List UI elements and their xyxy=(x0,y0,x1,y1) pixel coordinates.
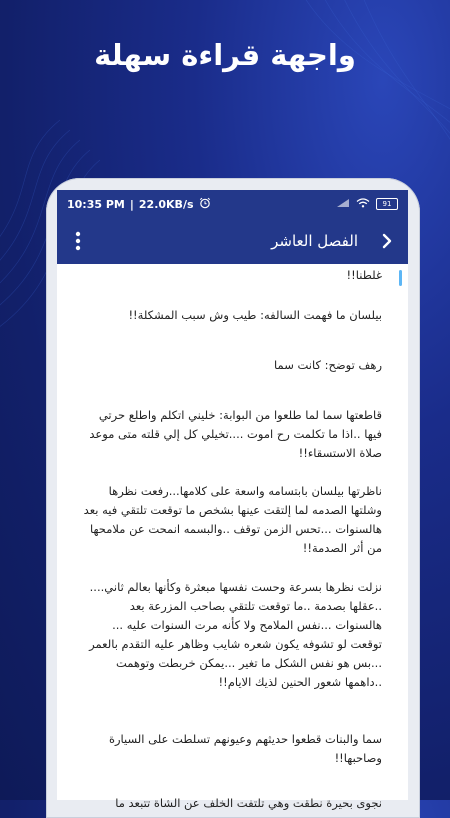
promo-headline: واجهة قراءة سهلة xyxy=(94,38,356,72)
status-left xyxy=(67,197,211,212)
scrollbar-thumb[interactable] xyxy=(399,270,402,286)
battery-icon: 91 xyxy=(376,198,398,210)
chevron-right-icon[interactable] xyxy=(374,226,400,256)
chapter-content[interactable] xyxy=(57,264,408,810)
chapter-paragraph: سما والبنات قطعوا حديثهم وعيونهم تسلطت على السيارة وصاحبها!! xyxy=(108,732,382,765)
status-divider: | xyxy=(129,197,134,211)
status-right xyxy=(336,198,398,211)
chapter-paragraph: بيلسان ما فهمت السالفه: طيب وش سبب المشكلة!! xyxy=(128,308,382,322)
chapter-paragraph: رهف توضح: كانت سما xyxy=(274,358,382,372)
chapter-paragraph: غلطنا!! xyxy=(346,268,382,282)
chapter-paragraph: نجوى بحيرة نطقت وهي تلتفت الخلف عن الشاة تتبعد ما xyxy=(115,796,382,810)
app-bar xyxy=(57,218,408,264)
wifi-icon xyxy=(356,198,370,211)
status-speed: 22.0KB/s xyxy=(138,197,194,211)
kebab-menu-icon[interactable] xyxy=(65,226,91,256)
alarm-icon xyxy=(199,197,211,212)
status-bar xyxy=(57,190,408,218)
chapter-paragraph: ناظرتها بيلسان بابتسامه واسعة على كلامها...رفعت نظرها وشلتها الصدمه لما إلتقت عينها بشخص ما توقعت تلتقي فيه بعد هالسنوات ...تحس الزمن توقف ..والبسمه انمحت عن ملامحها من أثر الصدمة!! xyxy=(83,484,382,555)
chapter-paragraph: نزلت نظرها بسرعة وحست نفسها مبعثرة وكأنها بعالم ثاني.... ..عقلها بصدمة ..ما توقعت تلتقي بصاحب المزرعة بعد هالسنوات ...نفس الملامح ولا كأنه مرت السنوات عليه ... توقعت لو تشوفه يكون شعره شايب وظاهر عليه التقدم بالعمر ...بس هو نفس الشكل ما تغير ...يمكن خربطت وتوهمت ..داهمها شعور الحنين لذيك الايام!! xyxy=(89,580,382,689)
phone-screen xyxy=(57,190,408,810)
status-time: 10:35 PM xyxy=(67,197,125,211)
chapter-title: الفصل العاشر xyxy=(271,232,358,250)
chapter-paragraph: قاطعتها سما لما طلعوا من البوابة: خليني اتكلم واطلع حرتي فيها ..اذا ما تكلمت رح اموت ....تخيلي كل إلي قلته متى موعد صلاة الاستسقاء!! xyxy=(89,408,382,460)
signal-icon xyxy=(336,198,350,211)
